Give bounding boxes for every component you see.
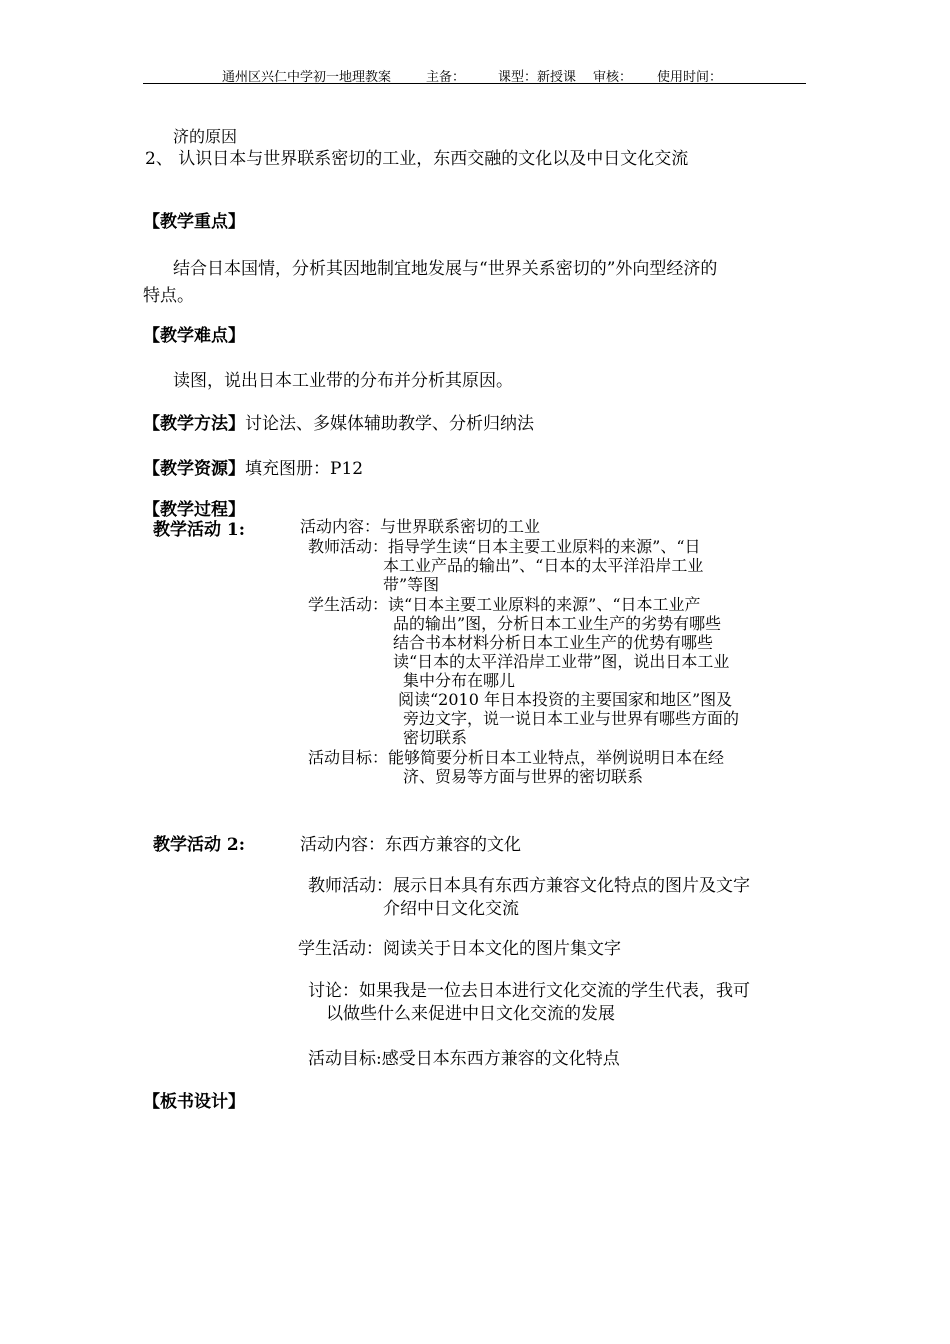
resource-title: 【教学资源】 xyxy=(143,459,245,479)
activity-1-goal-line: 活动目标：能够简要分析日本工业特点，举例说明日本在经 xyxy=(308,748,725,767)
activity-1-student-line: 结合书本材料分析日本工业生产的优势有哪些 xyxy=(393,633,714,652)
header-preparer: 主备： xyxy=(426,70,466,85)
activity-2-teacher-line: 教师活动：展示日本具有东西方兼容文化特点的图片及文字 xyxy=(308,876,750,896)
activity-1-goal-line: 济、贸易等方面与世界的密切联系 xyxy=(403,767,644,786)
activity-1-teacher-line: 带”等图 xyxy=(383,575,440,594)
activity-1-student-line: 集中分布在哪儿 xyxy=(403,671,516,690)
activity-1-student-line: 密切联系 xyxy=(403,728,468,747)
goal-continuation: 济的原因 xyxy=(173,127,238,146)
key-point-title: 【教学重点】 xyxy=(143,212,245,232)
activity-1-label: 教学活动 1: xyxy=(153,520,246,540)
board-title: 【板书设计】 xyxy=(143,1092,245,1112)
header-school: 通州区兴仁中学初一地理教案 xyxy=(222,70,392,85)
activity-2-student: 学生活动：阅读关于日本文化的图片集文字 xyxy=(298,939,621,959)
activity-1-student-line: 阅读“2010 年日本投资的主要国家和地区”图及 xyxy=(398,690,733,709)
activity-2-label: 教学活动 2: xyxy=(153,835,246,855)
activity-1-student-line: 学生活动：读“日本主要工业原料的来源”、“日本工业产 xyxy=(308,595,701,614)
header-reviewer: 审核： xyxy=(593,70,633,85)
difficulty-title: 【教学难点】 xyxy=(143,326,245,346)
process-title: 【教学过程】 xyxy=(143,500,245,520)
activity-2-content: 活动内容：东西方兼容的文化 xyxy=(300,835,521,855)
resource-row xyxy=(143,454,363,479)
header-lesson-type: 课型：新授课 xyxy=(498,70,577,85)
header-use-time: 使用时间： xyxy=(657,70,723,85)
method-title: 【教学方法】 xyxy=(143,414,245,434)
activity-2-goal: 活动目标:感受日本东西方兼容的文化特点 xyxy=(308,1049,620,1069)
activity-1-student-line: 品的输出”图，分析日本工业生产的劣势有哪些 xyxy=(393,614,722,633)
key-point-line-1: 结合日本国情，分析其因地制宜地发展与“世界关系密切的”外向型经济的 xyxy=(173,259,718,279)
method-text: 讨论法、多媒体辅助教学、分析归纳法 xyxy=(245,414,534,434)
goal-item-2: 2、 认识日本与世界联系密切的工业，东西交融的文化以及中日文化交流 xyxy=(145,149,689,169)
activity-2-teacher-line: 介绍中日文化交流 xyxy=(383,899,519,919)
activity-1-student-line: 旁边文字，说一说日本工业与世界有哪些方面的 xyxy=(403,709,740,728)
activity-1-student-line: 读“日本的太平洋沿岸工业带”图，说出日本工业 xyxy=(393,652,730,671)
activity-2-discuss-line: 以做些什么来促进中日文化交流的发展 xyxy=(326,1004,615,1024)
difficulty-text: 读图，说出日本工业带的分布并分析其原因。 xyxy=(173,371,513,391)
method-row xyxy=(143,409,534,434)
activity-1-teacher-line: 教师活动：指导学生读“日本主要工业原料的来源”、“日 xyxy=(308,537,701,556)
header-rule xyxy=(143,83,806,84)
key-point-line-2: 特点。 xyxy=(143,286,194,306)
activity-1-content: 活动内容：与世界联系密切的工业 xyxy=(300,517,541,536)
activity-2-discuss-line: 讨论：如果我是一位去日本进行文化交流的学生代表，我可 xyxy=(308,981,750,1001)
activity-1-teacher-line: 本工业产品的输出”、“日本的太平洋沿岸工业 xyxy=(383,556,704,575)
resource-text: 填充图册：P12 xyxy=(245,459,364,479)
